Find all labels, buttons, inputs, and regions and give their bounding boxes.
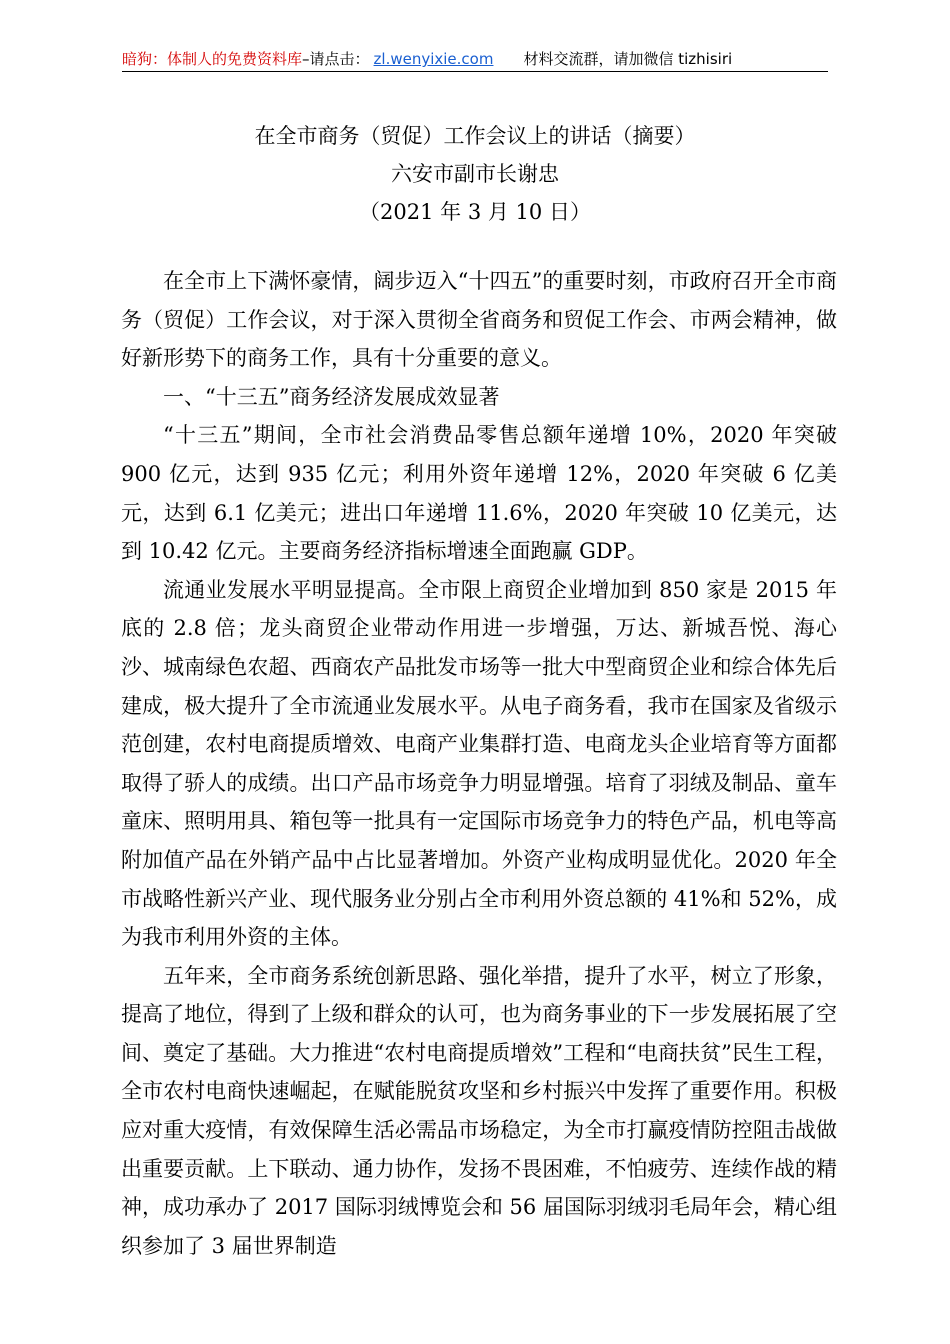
paragraph: “十三五”期间，全市社会消费品零售总额年递增 10%，2020 年突破 900 亿元，达到 935 亿元；利用外资年递增 12%，2020 年突破 6 亿美元，达到 6.1 亿美元；进出口年递增 11.6%，2020 年突破 10 亿美元，达到 10.42 亿元。主要商务经济指标增速全面跑赢 GDP。: [121, 423, 837, 564]
document-body: [121, 262, 837, 1265]
header-group-text: 材料交流群，请加微信 tizhisiri: [523, 50, 733, 68]
document-title: 在全市商务（贸促）工作会议上的讲话（摘要）: [254, 124, 696, 148]
header-link[interactable]: zl.wenyixie.com: [373, 50, 494, 68]
header-divider: [122, 71, 828, 72]
document-author: 六安市副市长谢忠: [391, 162, 559, 186]
header-brand-text: 暗狗：体制人的免费资料库: [122, 50, 303, 68]
header-prompt-text: –请点击：: [302, 50, 370, 68]
paragraph: 五年来，全市商务系统创新思路、强化举措，提升了水平，树立了形象，提高了地位，得到了上级和群众的认可，也为商务事业的下一步发展拓展了空间、奠定了基础。大力推进“农村电商提质增效”工程和“电商扶贫”民生工程，全市农村电商快速崛起，在赋能脱贫攻坚和乡村振兴中发挥了重要作用。积极应对重大疫情，有效保障生活必需品市场稳定，为全市打赢疫情防控阻击战做出重要贡献。上下联动、通力协作，发扬不畏困难，不怕疲劳、连续作战的精神，成功承办了 2017 国际羽绒博览会和 56 届国际羽绒羽毛局年会，精心组织参加了 3 届世界制造: [121, 963, 837, 1258]
page-header: [122, 46, 828, 72]
document-date: （2021 年 3 月 10 日）: [359, 200, 591, 224]
section-heading: 一、“十三五”商务经济发展成效显著: [163, 384, 500, 409]
paragraph: 在全市上下满怀豪情，阔步迈入“十四五”的重要时刻，市政府召开全市商务（贸促）工作会议，对于深入贯彻全省商务和贸促工作会、市两会精神，做好新形势下的商务工作，具有十分重要的意义。: [121, 269, 837, 371]
paragraph: 流通业发展水平明显提高。全市限上商贸企业增加到 850 家是 2015 年底的 2.8 倍；龙头商贸企业带动作用进一步增强，万达、新城吾悦、海心沙、城南绿色农超、西商农产品批发市场等一批大中型商贸企业和综合体先后建成，极大提升了全市流通业发展水平。从电子商务看，我市在国家及省级示范创建，农村电商提质增效、电商产业集群打造、电商龙头企业培育等方面都取得了骄人的成绩。出口产品市场竞争力明显增强。培育了羽绒及制品、童车童床、照明用具、箱包等一批具有一定国际市场竞争力的特色产品，机电等高附加值产品在外销产品中占比显著增加。外资产业构成明显优化。2020 年全市战略性新兴产业、现代服务业分别占全市利用外资总额的 41%和 52%，成为我市利用外资的主体。: [121, 577, 837, 950]
